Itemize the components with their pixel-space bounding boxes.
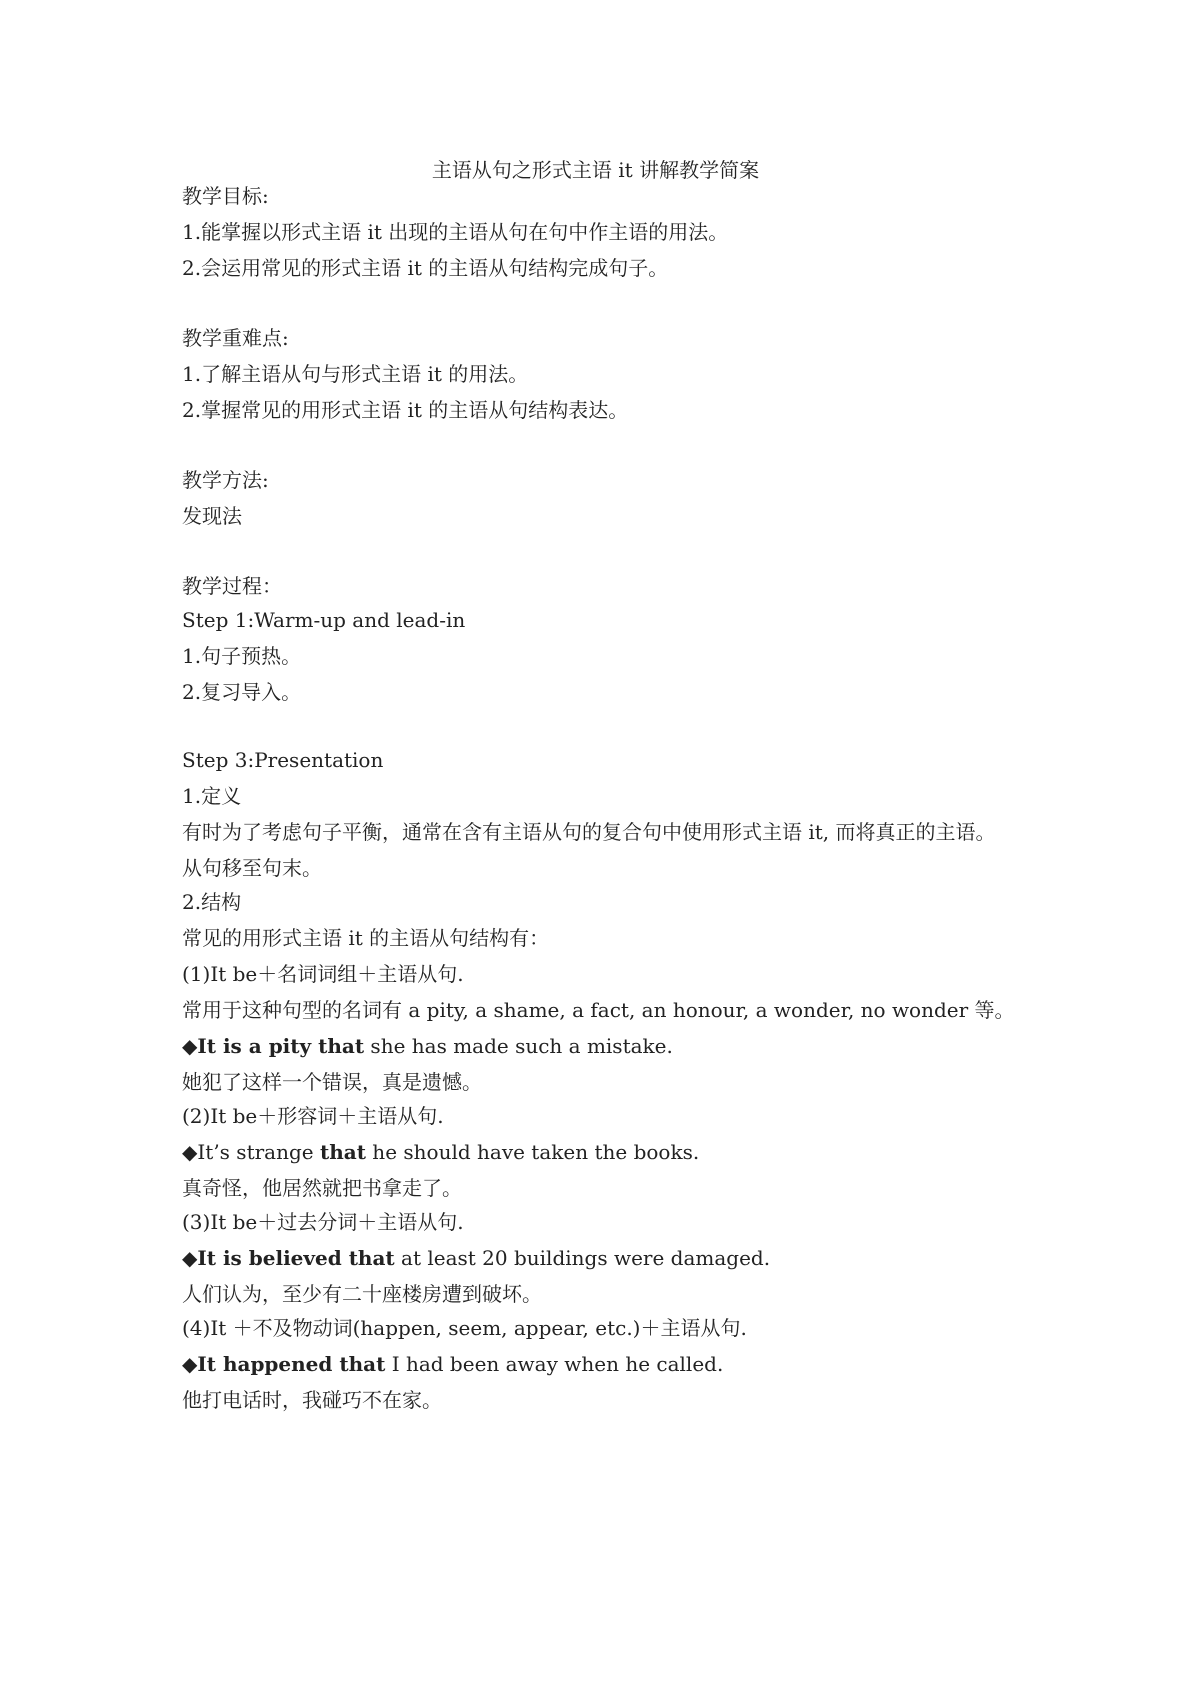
step1-item-1: 1.句子预热。 <box>182 644 302 668</box>
diamond-bullet-icon: ◆ <box>182 1352 198 1376</box>
example-2-emphasis: that <box>319 1140 366 1164</box>
objectives-heading: 教学目标: <box>182 184 269 208</box>
pattern-1: (1)It be＋名词词组＋主语从句. <box>182 962 464 986</box>
example-2 <box>182 1138 1062 1166</box>
pattern-4: (4)It ＋不及物动词(happen, seem, appear, etc.)＋主语从句. <box>182 1316 747 1340</box>
key-point-item-1: 1.了解主语从句与形式主语 it 的用法。 <box>182 362 529 386</box>
key-point-item-2: 2.掌握常见的用形式主语 it 的主语从句结构表达。 <box>182 398 629 422</box>
pattern-1-note: 常用于这种句型的名词有 a pity, a shame, a fact, an honour, a wonder, no wonder 等。 <box>182 998 1015 1022</box>
objective-item-2: 2.会运用常见的形式主语 it 的主语从句结构完成句子。 <box>182 256 669 280</box>
key-points-heading: 教学重难点: <box>182 326 289 350</box>
step1-title: Step 1:Warm-up and lead-in <box>182 608 466 632</box>
example-4-translation: 他打电话时，我碰巧不在家。 <box>182 1388 442 1412</box>
method-heading: 教学方法: <box>182 468 269 492</box>
example-3-translation: 人们认为，至少有二十座楼房遭到破坏。 <box>182 1282 542 1306</box>
example-1-rest: she has made such a mistake. <box>364 1034 673 1058</box>
objective-item-1: 1.能掌握以形式主语 it 出现的主语从句在句中作主语的用法。 <box>182 220 729 244</box>
method-value: 发现法 <box>182 504 242 528</box>
process-heading: 教学过程： <box>182 574 282 598</box>
example-1 <box>182 1032 1062 1060</box>
definition-heading: 1.定义 <box>182 784 242 808</box>
example-3-rest: at least 20 buildings were damaged. <box>394 1246 771 1270</box>
example-4-rest: I had been away when he called. <box>385 1352 724 1376</box>
step1-item-2: 2.复习导入。 <box>182 680 302 704</box>
definition-line-2: 从句移至句末。 <box>182 856 322 880</box>
example-1-translation: 她犯了这样一个错误，真是遗憾。 <box>182 1070 482 1094</box>
structure-heading: 2.结构 <box>182 890 242 914</box>
document-title: 主语从句之形式主语 it 讲解教学简案 <box>431 158 760 182</box>
diamond-bullet-icon: ◆ <box>182 1034 198 1058</box>
example-2-rest: he should have taken the books. <box>365 1140 700 1164</box>
example-4-emphasis: It happened that <box>197 1352 386 1376</box>
example-1-emphasis: It is a pity that <box>197 1034 365 1058</box>
example-3 <box>182 1244 1062 1272</box>
definition-line-1: 有时为了考虑句子平衡，通常在含有主语从句的复合句中使用形式主语 it, 而将真正的主语。 <box>182 820 996 844</box>
diamond-bullet-icon: ◆ <box>182 1140 198 1164</box>
example-4 <box>182 1350 1062 1378</box>
step3-title: Step 3:Presentation <box>182 748 384 772</box>
structure-intro: 常见的用形式主语 it 的主语从句结构有： <box>182 926 550 950</box>
example-3-emphasis: It is believed that <box>197 1246 395 1270</box>
pattern-2: (2)It be＋形容词＋主语从句. <box>182 1104 444 1128</box>
pattern-3: (3)It be＋过去分词＋主语从句. <box>182 1210 464 1234</box>
example-2-pre: It’s strange <box>197 1140 320 1164</box>
example-2-translation: 真奇怪，他居然就把书拿走了。 <box>182 1176 462 1200</box>
diamond-bullet-icon: ◆ <box>182 1246 198 1270</box>
